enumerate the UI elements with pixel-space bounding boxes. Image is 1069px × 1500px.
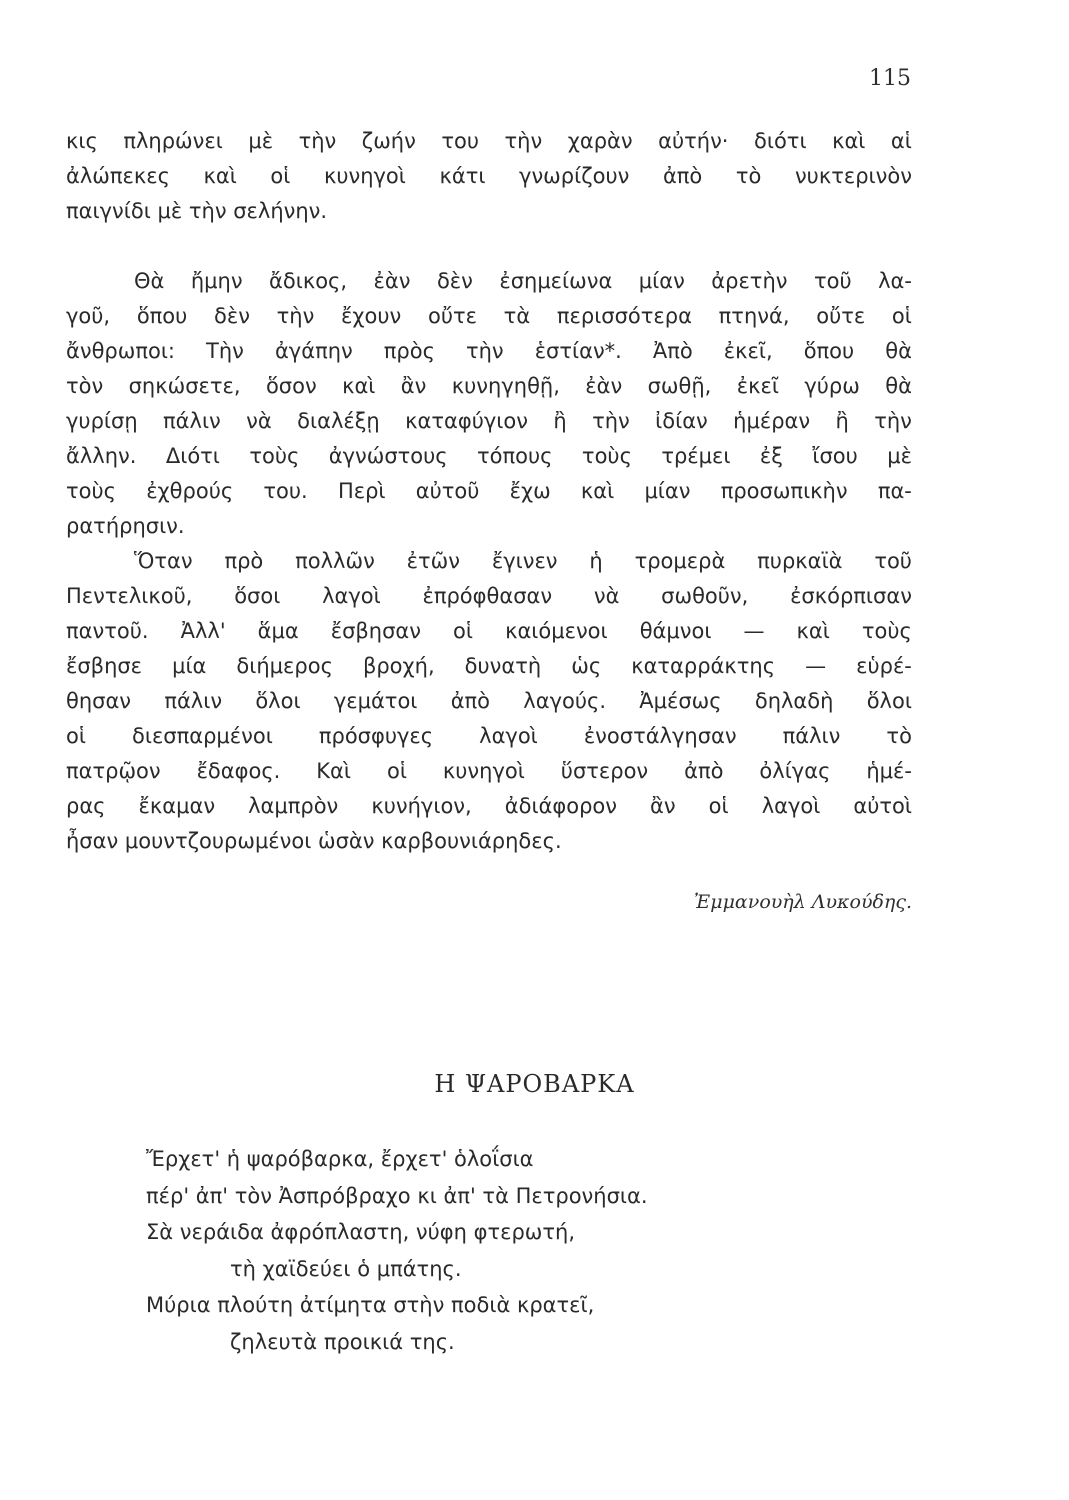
page-number: 115 <box>869 66 911 91</box>
prose-line: ἀλώπεκες καὶ οἱ κυνηγοὶ κάτι γνωρίζουν ἀπὸ τὸ νυκτερινὸν <box>66 164 912 188</box>
prose-line: Ὅταν πρὸ πολλῶν ἐτῶν ἔγινεν ἡ τρομερὰ πυρκαϊὰ τοῦ <box>134 549 912 573</box>
prose-line: παντοῦ. Ἀλλ' ἅμα ἔσβησαν οἱ καιόμενοι θάμνοι — καὶ τοὺς <box>66 619 912 643</box>
poem-verse: τὴ χαϊδεύει ὁ μπάτης. <box>230 1256 462 1281</box>
prose-line: γυρίσῃ πάλιν νὰ διαλέξῃ καταφύγιον ἢ τὴν ἰδίαν ἡμέραν ἢ τὴν <box>66 409 912 433</box>
author-signature: Ἐμμανουὴλ Λυκούδης. <box>694 891 912 913</box>
prose-line: παιγνίδι μὲ τὴν σελήνην. <box>66 199 328 223</box>
poem-verse: πέρ' ἀπ' τὸν Ἀσπρόβραχο κι ἀπ' τὰ Πετρονήσια. <box>146 1183 648 1208</box>
prose-line: ἦσαν μουντζουρωμένοι ὡσὰν καρβουνιάρηδες. <box>66 829 562 853</box>
prose-line: κις πληρώνει μὲ τὴν ζωήν του τὴν χαρὰν αὐτήν· διότι καὶ αἱ <box>66 129 912 153</box>
poem-body <box>146 1141 906 1360</box>
poem-title: Η ΨΑΡΟΒΑΡΚΑ <box>434 1070 635 1098</box>
prose-line: θησαν πάλιν ὅλοι γεμάτοι ἀπὸ λαγούς. Ἀμέσως δηλαδὴ ὅλοι <box>66 689 912 713</box>
prose-line: ρατήρησιν. <box>66 514 185 538</box>
prose-line: Πεντελικοῦ, ὅσοι λαγοὶ ἐπρόφθασαν νὰ σωθοῦν, ἐσκόρπισαν <box>66 584 912 608</box>
prose-line: τὸν σηκώσετε, ὅσον καὶ ἂν κυνηγηθῇ, ἐὰν σωθῇ, ἐκεῖ γύρω θὰ <box>66 374 912 398</box>
poem-verse: Σὰ νεράιδα ἀφρόπλαστη, νύφη φτερωτή, <box>146 1220 576 1244</box>
prose-line: ἄλλην. Διότι τοὺς ἀγνώστους τόπους τοὺς τρέμει ἐξ ἴσου μὲ <box>66 444 912 468</box>
prose-line: ρας ἔκαμαν λαμπρὸν κυνήγιον, ἀδιάφορον ἂν οἱ λαγοὶ αὐτοὶ <box>66 794 912 818</box>
prose-line: ἄνθρωποι: Τὴν ἀγάπην πρὸς τὴν ἑστίαν*. Ἀπὸ ἐκεῖ, ὅπου θὰ <box>66 339 912 363</box>
poem-verse: ζηλευτὰ προικιά της. <box>230 1329 455 1354</box>
prose-line: οἱ διεσπαρμένοι πρόσφυγες λαγοὶ ἐνοστάλγησαν πάλιν τὸ <box>66 724 912 748</box>
prose-line: πατρῷον ἔδαφος. Καὶ οἱ κυνηγοὶ ὕστερον ἀπὸ ὀλίγας ἡμέ- <box>66 759 912 783</box>
prose-line: γοῦ, ὅπου δὲν τὴν ἔχουν οὔτε τὰ περισσότερα πτηνά, οὔτε οἱ <box>66 304 912 328</box>
prose-line: ἔσβησε μία διήμερος βροχή, δυνατὴ ὡς καταρράκτης — εὑρέ- <box>66 654 912 678</box>
prose-line: Θὰ ἤμην ἄδικος, ἐὰν δὲν ἐσημείωνα μίαν ἀρετὴν τοῦ λα- <box>134 269 912 293</box>
prose-line: τοὺς ἐχθρούς του. Περὶ αὐτοῦ ἔχω καὶ μίαν προσωπικὴν πα- <box>66 479 912 503</box>
poem-verse: Ἔρχετ' ἡ ψαρόβαρκα, ἔρχετ' ὁλοΐσια <box>146 1147 534 1171</box>
poem-verse: Μύρια πλούτη ἀτίμητα στὴν ποδιὰ κρατεῖ, <box>146 1293 595 1317</box>
prose-body <box>66 124 912 859</box>
